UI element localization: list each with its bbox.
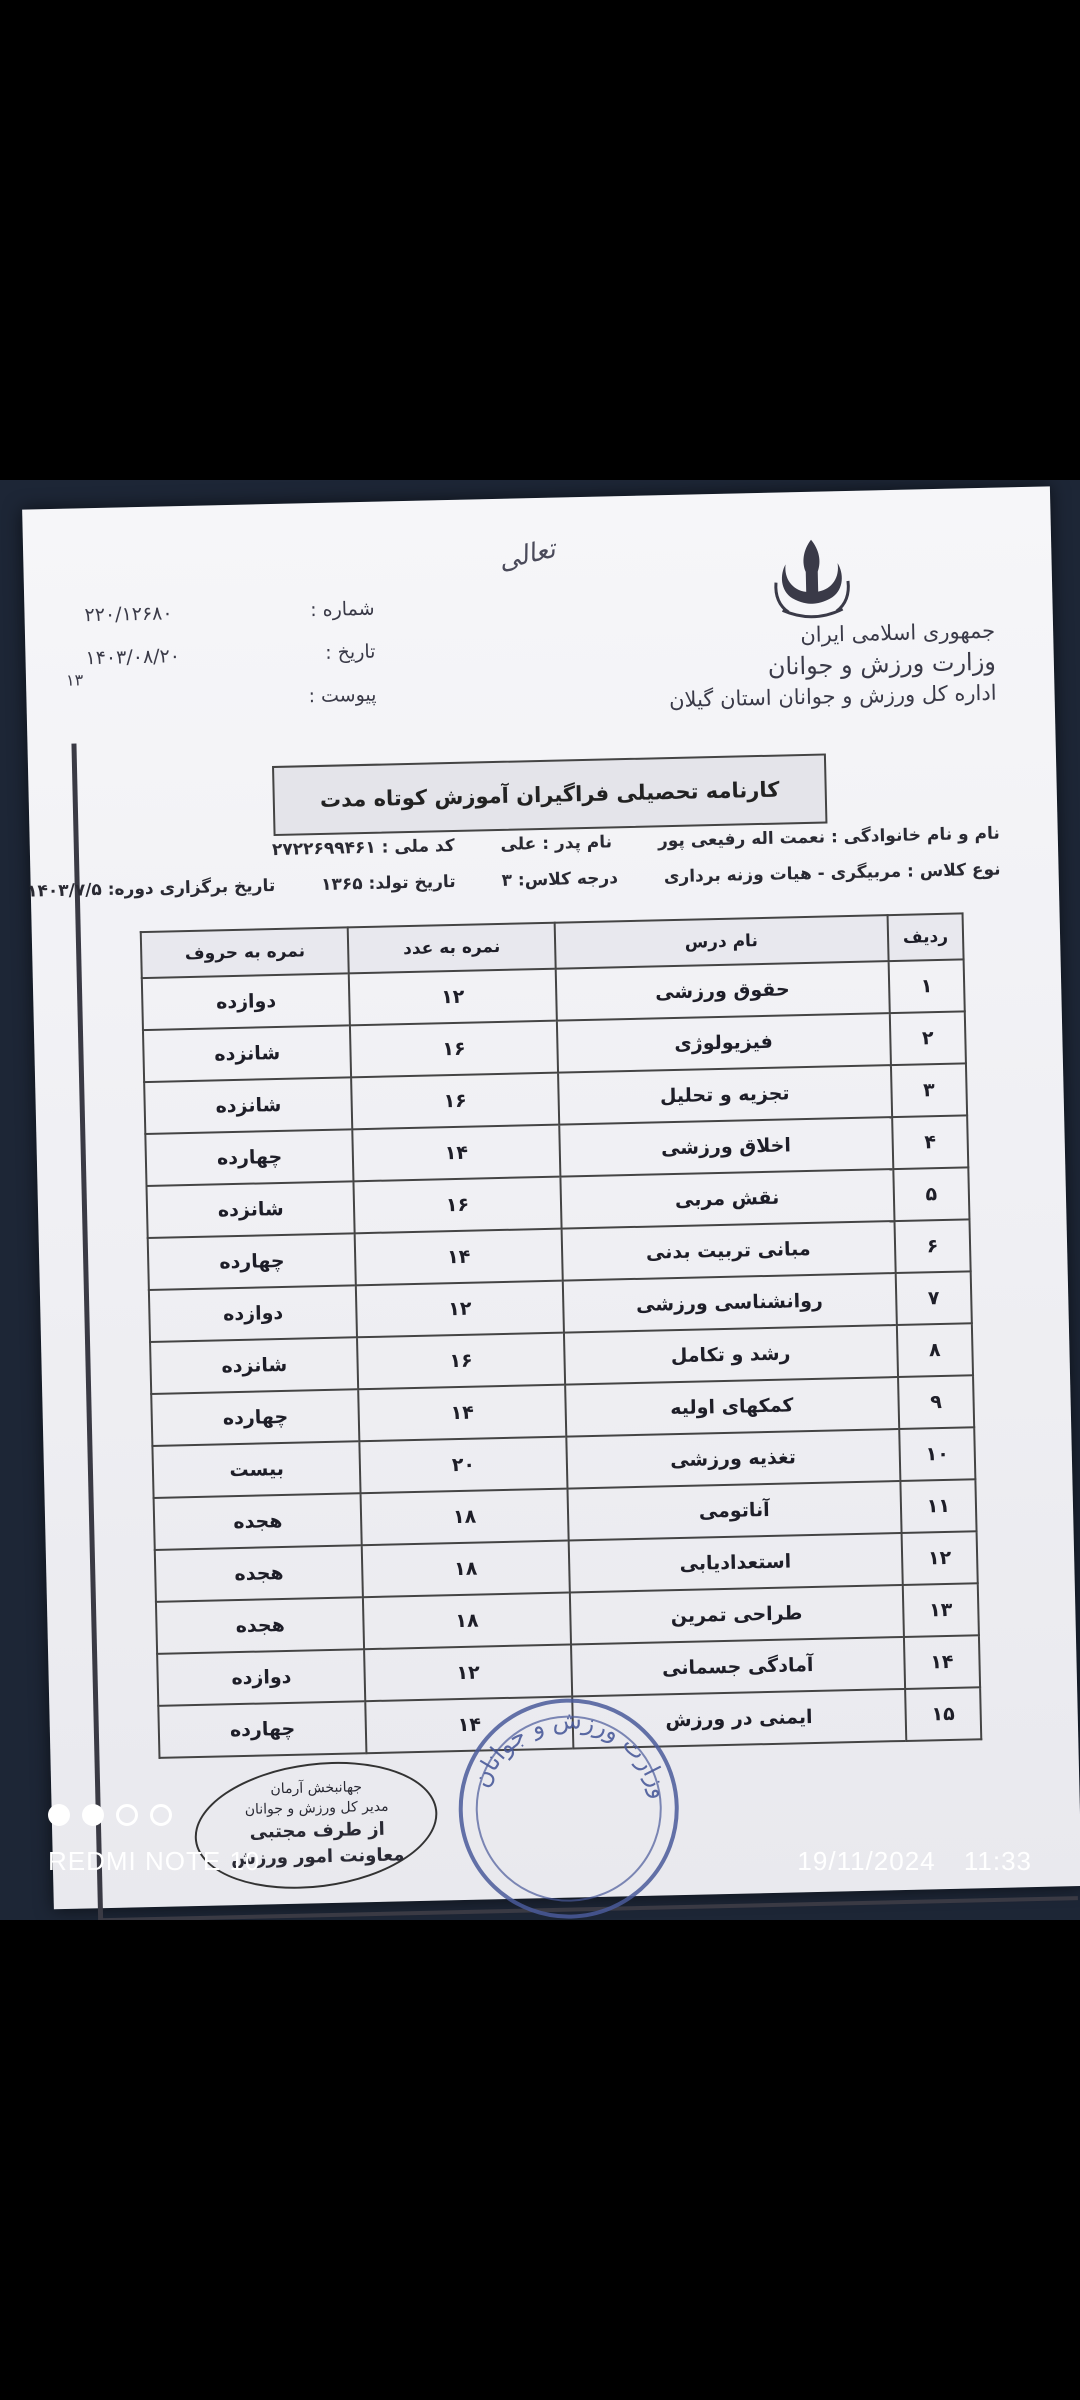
grade-words: شانزده xyxy=(144,1077,353,1134)
grade-words: هجده xyxy=(154,1493,363,1550)
national-code: کد ملی : ۲۷۲۲۶۹۹۴۶۱ xyxy=(271,835,455,861)
course-name: تغذیه ورزشی xyxy=(566,1429,900,1489)
date-tail: ۱۳ xyxy=(65,670,84,690)
frame-line-left xyxy=(71,743,103,1920)
grade-number: ۱۴ xyxy=(359,1385,566,1442)
course-name: رشد و تکامل xyxy=(563,1325,897,1385)
watermark-dot xyxy=(116,1804,138,1826)
paper-sheet xyxy=(22,486,1080,1909)
grade-words: هجده xyxy=(155,1545,364,1602)
course-name: استعدادیابی xyxy=(568,1533,902,1593)
signature-mark: تعالی xyxy=(495,534,559,577)
course-name: نقش مربی xyxy=(560,1169,894,1229)
course-name: حقوق ورزشی xyxy=(555,961,889,1021)
signatory-deputy: معاونت امور ورزش xyxy=(230,1844,405,1870)
course-name: طراحی تمرین xyxy=(569,1585,903,1645)
course-name: کمکهای اولیه xyxy=(565,1377,899,1437)
grade-words: چهارده xyxy=(148,1233,357,1290)
document-meta xyxy=(84,598,377,734)
row-number: ۶ xyxy=(894,1219,970,1273)
row-number: ۱۴ xyxy=(904,1635,980,1689)
grade-number: ۱۲ xyxy=(356,1281,563,1338)
iran-emblem-icon xyxy=(761,531,863,633)
grade-words: بیست xyxy=(152,1441,361,1498)
grades-table xyxy=(140,912,983,1758)
header-course-name: نام درس xyxy=(554,915,888,969)
stamp-text: وزارت ورزش و جوانان xyxy=(466,1706,675,1802)
course-date: تاریخ برگزاری دوره: ۱۴۰۳/۷/۵ xyxy=(26,876,276,902)
grade-number: ۱۲ xyxy=(365,1645,572,1702)
number-row xyxy=(84,598,374,627)
father-name: نام پدر : علی xyxy=(500,832,613,855)
row-number: ۲ xyxy=(890,1011,966,1065)
grade-number: ۱۸ xyxy=(363,1593,570,1650)
row-number: ۱۲ xyxy=(901,1531,977,1585)
birth-date: تاریخ تولد: ۱۳۶۵ xyxy=(320,871,456,895)
course-name: اخلاق ورزشی xyxy=(559,1117,893,1177)
number-label: شماره : xyxy=(309,597,375,622)
grade-words: شانزده xyxy=(143,1025,352,1082)
row-number: ۱۱ xyxy=(900,1479,976,1533)
class-type: نوع کلاس : مربیگری - هیات وزنه برداری xyxy=(663,859,1001,888)
course-name: آمادگی جسمانی xyxy=(571,1637,905,1697)
signatory-behalf: از طرف مجتبی xyxy=(249,1818,385,1843)
document-photo xyxy=(0,480,1080,1920)
grade-words: شانزده xyxy=(147,1181,356,1238)
svg-text:وزارت ورزش و جوانان xyxy=(465,1704,674,1805)
attachment-label: پیوست : xyxy=(308,683,377,708)
date-row xyxy=(85,641,375,670)
grade-words: چهارده xyxy=(158,1701,367,1758)
row-number: ۴ xyxy=(892,1115,968,1169)
row-number: ۷ xyxy=(896,1271,972,1325)
header-line-country: جمهوری اسلامی ایران xyxy=(800,618,996,648)
grade-number: ۲۰ xyxy=(360,1437,567,1494)
header-grade-number: نمره به عدد xyxy=(348,923,555,974)
device-name: REDMI NOTE 10 xyxy=(48,1846,261,1876)
report-title: کارنامه تحصیلی فراگیران آموزش کوتاه مدت xyxy=(272,753,827,836)
header-line-office: اداره کل ورزش و جوانان استان گیلان xyxy=(668,680,997,713)
full-name: نام و نام خانوادگی : نعمت اله رفیعی پور xyxy=(657,823,1000,852)
row-number: ۹ xyxy=(898,1375,974,1429)
row-number: ۱ xyxy=(888,959,964,1013)
course-name: فیزیولوژی xyxy=(556,1013,890,1073)
grade-number: ۱۴ xyxy=(355,1229,562,1286)
watermark-dot xyxy=(150,1804,172,1826)
camera-watermark xyxy=(0,1802,1080,1874)
grade-words: هجده xyxy=(156,1597,365,1654)
grade-number: ۱۲ xyxy=(349,969,556,1026)
student-info-row-2 xyxy=(26,859,1001,902)
header-line-ministry: وزارت ورزش و جوانان xyxy=(767,647,997,681)
capture-timestamp xyxy=(797,1846,1032,1877)
grade-words: چهارده xyxy=(145,1129,354,1186)
date-value: ۱۴۰۳/۰۸/۲۰ xyxy=(85,645,181,670)
row-number: ۱۰ xyxy=(899,1427,975,1481)
grade-words: دوازده xyxy=(142,973,351,1030)
date-label: تاریخ : xyxy=(324,640,376,664)
course-name: ایمنی در ورزش xyxy=(572,1689,906,1749)
ministry-header xyxy=(535,616,997,719)
header-row-number: ردیف xyxy=(887,913,963,961)
grade-number: ۱۸ xyxy=(362,1541,569,1598)
grade-words: دوازده xyxy=(157,1649,366,1706)
course-name: روانشناسی ورزشی xyxy=(562,1273,896,1333)
grade-words: دوازده xyxy=(149,1285,358,1342)
row-number: ۱۳ xyxy=(903,1583,979,1637)
grade-number: ۱۶ xyxy=(350,1021,557,1078)
capture-time: 11:33 xyxy=(963,1846,1032,1876)
course-name: مبانی تربیت بدنی xyxy=(561,1221,895,1281)
signatory-name: جهانبخش آرمان xyxy=(270,1779,363,1798)
grade-words: شانزده xyxy=(150,1337,359,1394)
grade-number: ۱۶ xyxy=(357,1333,564,1390)
row-number: ۵ xyxy=(893,1167,969,1221)
grade-number: ۱۴ xyxy=(353,1125,560,1182)
course-name: تجزیه و تحلیل xyxy=(558,1065,892,1125)
number-value: ۲۲۰/۱۲۶۸۰ xyxy=(84,602,173,627)
signatory-role: مدیر کل ورزش و جوانان xyxy=(244,1798,389,1818)
watermark-dot xyxy=(82,1804,104,1826)
grade-number: ۱۶ xyxy=(354,1177,561,1234)
class-grade: درجه کلاس: ۳ xyxy=(501,868,619,891)
watermark-dot xyxy=(48,1804,70,1826)
row-number: ۳ xyxy=(891,1063,967,1117)
attachment-row xyxy=(86,684,376,713)
grade-number: ۱۸ xyxy=(361,1489,568,1546)
capture-date: 19/11/2024 xyxy=(797,1846,936,1876)
row-number: ۱۵ xyxy=(905,1687,981,1741)
course-name: آناتومی xyxy=(567,1481,901,1541)
grade-words: چهارده xyxy=(151,1389,360,1446)
row-number: ۸ xyxy=(897,1323,973,1377)
header-grade-words: نمره به حروف xyxy=(141,927,349,978)
grades-body xyxy=(142,959,981,1757)
grade-number: ۱۶ xyxy=(352,1073,559,1130)
grade-number: ۱۴ xyxy=(366,1696,573,1753)
